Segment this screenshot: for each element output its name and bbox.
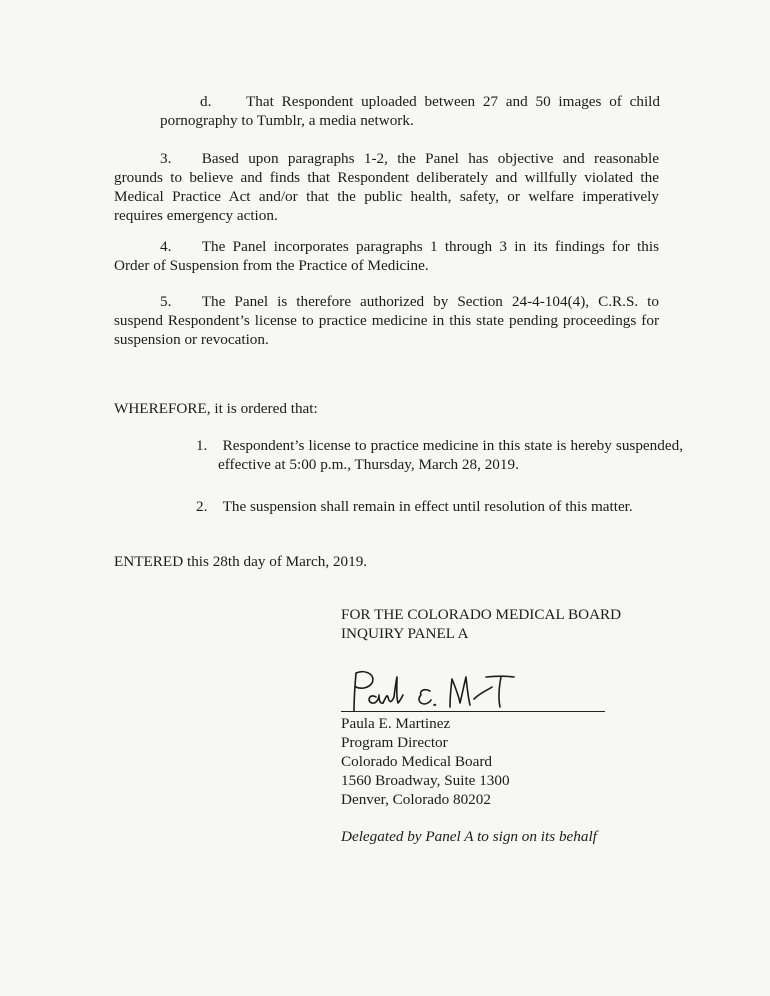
paragraph-3: 3. Based upon paragraphs 1-2, the Panel has objective and reasonable grounds to believe and finds that Respondent deliberately and willfully violated the Medical Practice Act and/or that the public health, safety, or welfare imperatively requires emergency action.	[114, 150, 659, 224]
paragraph-d-text1: That Respondent uploaded between 27 and 50 images of child	[246, 93, 660, 110]
paragraph-5: 5. The Panel is therefore authorized by Section 24-4-104(4), C.R.S. to suspend Respondent’s license to practice medicine in this state pending proceedings for suspension or revocation.	[114, 293, 659, 348]
wherefore-line: WHEREFORE, it is ordered that:	[114, 400, 318, 417]
panel-name: INQUIRY PANEL A	[341, 625, 469, 642]
signer-title: Program Director	[341, 734, 448, 751]
paragraph-d-line2: pornography to Tumblr, a media network.	[160, 112, 414, 129]
signer-name: Paula E. Martinez	[341, 715, 451, 732]
handwritten-signature	[346, 667, 536, 717]
signer-details	[341, 714, 671, 809]
paragraph-d	[160, 92, 660, 130]
board-name: FOR THE COLORADO MEDICAL BOARD	[341, 606, 622, 623]
delegation-note: Delegated by Panel A to sign on its behalf	[341, 828, 597, 845]
signature-block-header	[341, 605, 671, 643]
signer-organization: Colorado Medical Board	[341, 753, 492, 770]
address-line-2: Denver, Colorado 80202	[341, 791, 491, 808]
paragraph-d-marker: d.	[200, 93, 212, 110]
address-line-1: 1560 Broadway, Suite 1300	[341, 772, 510, 789]
order-item-2: 2. The suspension shall remain in effect until resolution of this matter.	[196, 498, 633, 515]
signature-line	[341, 711, 605, 712]
paragraph-d-line1	[160, 92, 660, 111]
paragraph-4: 4. The Panel incorporates paragraphs 1 through 3 in its findings for this Order of Suspension from the Practice of Medicine.	[114, 238, 659, 274]
order-item-1: 1. Respondent’s license to practice medicine in this state is hereby suspended, effective at 5:00 p.m., Thursday, March 28, 2019.	[196, 437, 683, 473]
entered-line: ENTERED this 28th day of March, 2019.	[114, 553, 368, 570]
